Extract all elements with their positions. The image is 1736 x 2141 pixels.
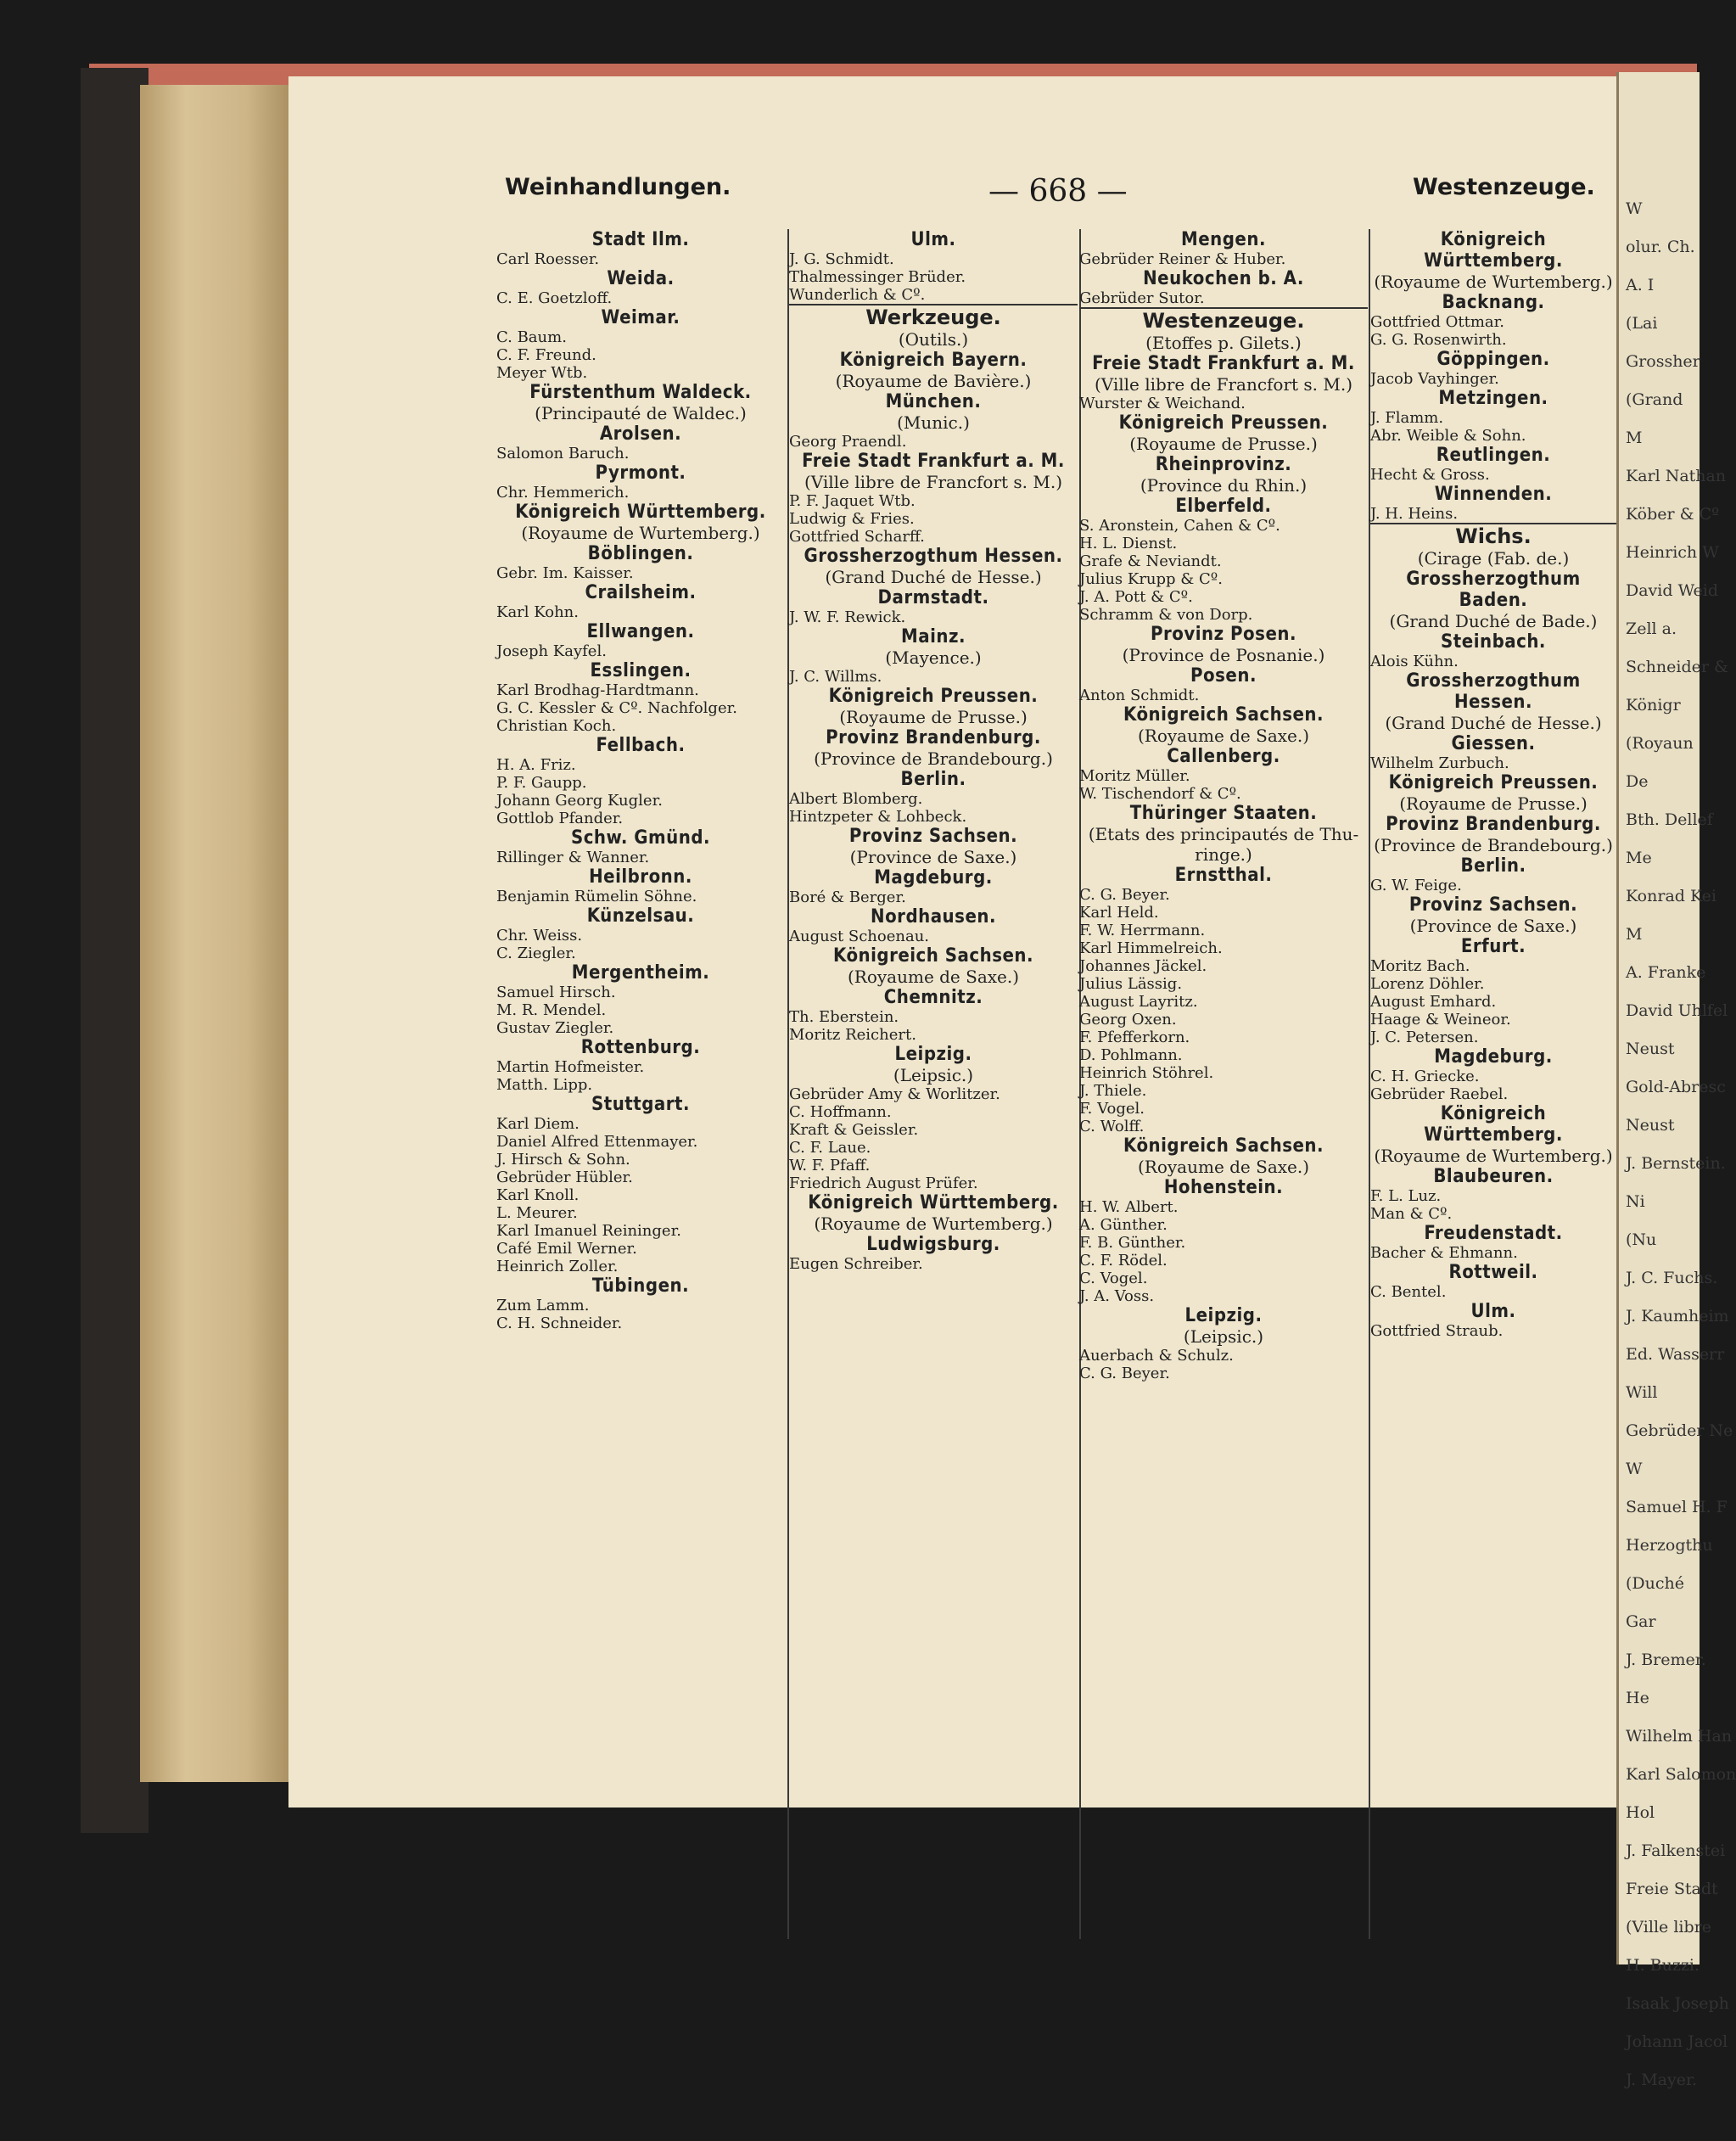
facing-page-text: Freie Stadt	[1626, 1880, 1718, 1898]
facing-page-text: Bth. Dellef	[1626, 810, 1713, 829]
column-3	[1079, 229, 1368, 1943]
place-heading: Grossherzogthum Hessen.	[1406, 670, 1581, 713]
translation-note: (Royaume de Saxe.)	[1137, 1157, 1310, 1177]
place-heading: Backnang.	[1442, 292, 1545, 313]
business-entry: J. Flamm.	[1370, 409, 1444, 427]
facing-page-text: olur. Ch.	[1626, 238, 1695, 256]
facing-page-text: A. Franke	[1626, 963, 1706, 982]
business-entry: Eugen Schreiber.	[789, 1255, 923, 1273]
place-heading: Königreich Preussen.	[1388, 772, 1599, 793]
translation-note: ringe.)	[1195, 844, 1252, 865]
business-entry: P. F. Jaquet Wtb.	[789, 492, 916, 510]
place-heading: Mergentheim.	[571, 962, 710, 984]
business-entry: J. C. Petersen.	[1370, 1028, 1479, 1046]
business-entry: Hintzpeter & Lohbeck.	[789, 808, 967, 826]
translation-note: (Grand Duché de Hesse.)	[1385, 713, 1602, 733]
business-entry: Gebrüder Hübler.	[496, 1169, 633, 1186]
business-entry: Johannes Jäckel.	[1079, 957, 1207, 975]
place-heading: Metzingen.	[1438, 388, 1548, 409]
translation-note: (Mayence.)	[885, 647, 982, 668]
place-heading: Giessen.	[1451, 733, 1536, 754]
place-heading: Königreich Preussen.	[1118, 412, 1329, 434]
running-head-left: Weinhandlungen.	[505, 174, 731, 200]
place-heading: Blaubeuren.	[1433, 1166, 1554, 1187]
place-heading: Crailsheim.	[585, 582, 697, 603]
business-entry: Julius Krupp & Cº.	[1079, 570, 1223, 588]
place-heading: Weimar.	[601, 307, 680, 328]
business-entry: F. B. Günther.	[1079, 1234, 1186, 1252]
translation-note: (Royaume de Wurtemberg.)	[1374, 272, 1613, 292]
business-entry: Gottlob Pfander.	[496, 810, 624, 827]
translation-note: (Munic.)	[897, 412, 970, 433]
business-entry: Gottfried Straub.	[1370, 1322, 1504, 1340]
business-entry: Thalmessinger Brüder.	[789, 268, 966, 286]
place-heading: Provinz Posen.	[1151, 624, 1296, 645]
place-heading: Magdeburg.	[874, 867, 993, 888]
place-heading: Reutlingen.	[1436, 445, 1551, 466]
business-entry: F. L. Luz.	[1370, 1187, 1442, 1205]
facing-page-text: (Nu	[1626, 1230, 1657, 1249]
business-entry: Ludwig & Fries.	[789, 510, 915, 528]
page-number: — 668 —	[988, 174, 1128, 209]
place-heading: Königreich Württemberg.	[1424, 229, 1563, 272]
facing-page-text: M	[1626, 925, 1643, 944]
business-entry: Martin Hofmeister.	[496, 1058, 645, 1076]
place-heading: Grossherzogthum Hessen.	[804, 546, 1063, 567]
translation-note: (Etats des principautés de Thu-	[1088, 824, 1359, 844]
facing-page-text: H. Buzzi.	[1626, 1956, 1700, 1975]
business-entry: Abr. Weible & Sohn.	[1370, 427, 1526, 445]
place-heading: Chemnitz.	[883, 987, 983, 1008]
business-entry: Gottfried Ottmar.	[1370, 313, 1504, 331]
translation-note: (Province de Saxe.)	[1409, 916, 1577, 936]
translation-note: (Grand Duché de Bade.)	[1389, 611, 1598, 631]
business-entry: F. Vogel.	[1079, 1100, 1145, 1118]
place-heading: Steinbach.	[1441, 631, 1546, 653]
place-heading: Ludwigsburg.	[866, 1234, 1000, 1255]
place-heading: Ellwangen.	[586, 621, 695, 642]
place-heading: Königreich Sachsen.	[1123, 1135, 1324, 1157]
place-heading: Darmstadt.	[877, 587, 989, 608]
business-entry: C. H. Griecke.	[1370, 1068, 1480, 1085]
place-heading: Rottweil.	[1448, 1262, 1538, 1283]
place-heading: Freie Stadt Frankfurt a. M.	[802, 451, 1065, 472]
business-entry: Matth. Lipp.	[496, 1076, 593, 1094]
business-entry: P. F. Gaupp.	[496, 774, 587, 792]
place-heading: Grossherzogthum Baden.	[1406, 569, 1581, 611]
place-heading: Rottenburg.	[580, 1037, 701, 1058]
place-heading: Mengen.	[1181, 229, 1266, 250]
translation-note: (Province du Rhin.)	[1140, 475, 1308, 496]
business-entry: Jacob Vayhinger.	[1370, 370, 1499, 388]
facing-page-text: Schneider &	[1626, 658, 1728, 676]
business-entry: Johann Georg Kugler.	[496, 792, 663, 810]
place-heading: Pyrmont.	[595, 462, 686, 484]
business-entry: G. G. Rosenwirth.	[1370, 331, 1507, 349]
translation-note: (Province de Brandebourg.)	[1374, 835, 1613, 855]
place-heading: Ulm.	[910, 229, 956, 250]
place-heading: Künzelsau.	[586, 905, 695, 927]
business-entry: Samuel Hirsch.	[496, 984, 616, 1001]
facing-page-text: J. Bremer.	[1626, 1651, 1706, 1669]
place-heading: Callenberg.	[1167, 746, 1280, 767]
place-heading: Königreich Württemberg.	[808, 1192, 1059, 1213]
translation-note: (Province de Saxe.)	[849, 847, 1017, 867]
place-heading: Berlin.	[900, 769, 966, 790]
facing-page-text: (Ville libre	[1626, 1918, 1711, 1936]
translation-note: (Leipsic.)	[893, 1065, 974, 1085]
facing-page-text: W	[1626, 199, 1643, 218]
place-heading: Ernstthal.	[1174, 865, 1273, 886]
business-entry: G. W. Feige.	[1370, 877, 1462, 894]
business-entry: Boré & Berger.	[789, 888, 906, 906]
business-entry: Karl Himmelreich.	[1079, 939, 1223, 957]
facing-page-text: David Uhlfel	[1626, 1001, 1728, 1020]
business-entry: G. C. Kessler & Cº. Nachfolger.	[496, 699, 737, 717]
business-entry: L. Meurer.	[496, 1204, 578, 1222]
business-entry: August Emhard.	[1370, 993, 1497, 1011]
facing-page-text: Neust	[1626, 1040, 1675, 1058]
column-1	[496, 229, 785, 1943]
business-entry: J. A. Pott & Cº.	[1079, 588, 1193, 606]
business-entry: J. Thiele.	[1079, 1082, 1147, 1100]
category-heading: Wichs.	[1455, 524, 1532, 548]
business-entry: J. H. Heins.	[1370, 505, 1459, 523]
business-entry: Rillinger & Wanner.	[496, 849, 650, 866]
facing-page-text: Köber & Cº	[1626, 505, 1720, 524]
place-heading: Ulm.	[1470, 1301, 1516, 1322]
business-entry: Karl Held.	[1079, 904, 1159, 922]
category-heading: Werkzeuge.	[865, 305, 1001, 329]
place-heading: Freudenstadt.	[1424, 1223, 1563, 1244]
place-heading: Berlin.	[1460, 855, 1526, 877]
facing-page-text: Herzogthu	[1626, 1536, 1713, 1555]
business-entry: F. Pfefferkorn.	[1079, 1028, 1190, 1046]
place-heading: Göppingen.	[1436, 349, 1550, 370]
business-entry: Benjamin Rümelin Söhne.	[496, 888, 697, 905]
facing-page-text: Will	[1626, 1383, 1658, 1402]
business-entry: H. W. Albert.	[1079, 1198, 1179, 1216]
business-entry: J. A. Voss.	[1079, 1287, 1155, 1305]
business-entry: C. F. Freund.	[496, 346, 596, 364]
facing-page-text: Gold-Abresc	[1626, 1078, 1726, 1096]
business-entry: Kraft & Geissler.	[789, 1121, 919, 1139]
place-heading: Winnenden.	[1434, 484, 1553, 505]
facing-page-text: J. Falkenstei	[1626, 1841, 1726, 1860]
business-entry: C. Baum.	[496, 328, 567, 346]
facing-page-text: J. Mayer.	[1626, 2071, 1698, 2089]
translation-note: (Leipsic.)	[1183, 1326, 1264, 1347]
place-heading: Königreich Sachsen.	[1123, 704, 1324, 726]
business-entry: C. Bentel.	[1370, 1283, 1447, 1301]
business-entry: Salomon Baruch.	[496, 445, 630, 462]
place-heading: Hohenstein.	[1163, 1177, 1284, 1198]
facing-page-text: He	[1626, 1689, 1649, 1707]
place-heading: Königreich Württemberg.	[1424, 1103, 1563, 1146]
translation-note: (Royaume de Prusse.)	[839, 707, 1028, 727]
facing-page-text: Heinrich W	[1626, 543, 1719, 562]
business-entry: Th. Eberstein.	[789, 1008, 899, 1026]
business-entry: Grafe & Neviandt.	[1079, 552, 1222, 570]
business-entry: Joseph Kayfel.	[496, 642, 607, 660]
business-entry: Karl Kohn.	[496, 603, 579, 621]
place-heading: Nordhausen.	[871, 906, 996, 928]
facing-page-text: Karl Salomon	[1626, 1765, 1736, 1784]
place-heading: Provinz Sachsen.	[848, 826, 1018, 847]
translation-note: (Ville libre de Francfort s. M.)	[804, 472, 1063, 492]
business-entry: Anton Schmidt.	[1079, 687, 1200, 704]
place-heading: München.	[885, 391, 982, 412]
place-heading: Leipzig.	[894, 1044, 972, 1065]
place-heading: Mainz.	[901, 626, 966, 647]
business-entry: Auerbach & Schulz.	[1079, 1347, 1234, 1365]
business-entry: C. G. Beyer.	[1079, 1365, 1170, 1382]
facing-page-text: Gar	[1626, 1612, 1656, 1631]
business-entry: Schramm & von Dorp.	[1079, 606, 1253, 624]
business-entry: August Layritz.	[1079, 993, 1198, 1011]
facing-page-text: Konrad Kei	[1626, 887, 1716, 905]
place-heading: Rheinprovinz.	[1155, 454, 1292, 475]
translation-note: (Outils.)	[898, 329, 969, 350]
facing-page-text: Ni	[1626, 1192, 1645, 1211]
facing-page-text: De	[1626, 772, 1649, 791]
business-entry: C. G. Beyer.	[1079, 886, 1170, 904]
business-entry: Heinrich Stöhrel.	[1079, 1064, 1214, 1082]
translation-note: (Province de Brandebourg.)	[814, 748, 1053, 769]
facing-page-text: (Lai	[1626, 314, 1658, 333]
facing-page-text: Isaak Joseph	[1626, 1994, 1729, 2013]
business-entry: W. Tischendorf & Cº.	[1079, 785, 1241, 803]
business-entry: Christian Koch.	[496, 717, 617, 735]
page-edges	[140, 85, 293, 1782]
business-entry: C. Ziegler.	[496, 944, 576, 962]
facing-page-text: Hol	[1626, 1803, 1655, 1822]
business-entry: J. Hirsch & Sohn.	[496, 1151, 630, 1169]
place-heading: Königreich Württemberg.	[515, 502, 766, 523]
place-heading: Provinz Sachsen.	[1408, 894, 1578, 916]
facing-page-text: Ed. Wasserr	[1626, 1345, 1725, 1364]
place-heading: Fürstenthum Waldeck.	[529, 382, 752, 403]
business-entry: M. R. Mendel.	[496, 1001, 607, 1019]
business-entry: Heinrich Zoller.	[496, 1258, 619, 1275]
place-heading: Thüringer Staaten.	[1129, 803, 1318, 824]
place-heading: Stuttgart.	[591, 1094, 690, 1115]
business-entry: C. F. Rödel.	[1079, 1252, 1168, 1269]
business-entry: Lorenz Döhler.	[1370, 975, 1485, 993]
business-entry: Julius Lässig.	[1079, 975, 1183, 993]
translation-note: (Royaume de Wurtemberg.)	[814, 1213, 1053, 1234]
business-entry: Moritz Bach.	[1370, 957, 1470, 975]
place-heading: Magdeburg.	[1434, 1046, 1553, 1068]
business-entry: Man & Cº.	[1370, 1205, 1453, 1223]
column-4	[1370, 229, 1616, 1943]
business-entry: Georg Oxen.	[1079, 1011, 1177, 1028]
business-entry: C. Wolff.	[1079, 1118, 1145, 1135]
translation-note: (Grand Duché de Hesse.)	[825, 567, 1042, 587]
translation-note: (Cirage (Fab. de.)	[1417, 548, 1570, 569]
business-entry: Gebrüder Amy & Worlitzer.	[789, 1085, 1000, 1103]
business-entry: F. W. Herrmann.	[1079, 922, 1206, 939]
business-entry: Wilhelm Zurbuch.	[1370, 754, 1509, 772]
business-entry: Wunderlich & Cº.	[789, 286, 926, 304]
facing-page-text: M	[1626, 429, 1643, 447]
business-entry: Karl Knoll.	[496, 1186, 580, 1204]
business-entry: C. E. Goetzloff.	[496, 289, 613, 307]
business-entry: W. F. Pfaff.	[789, 1157, 871, 1174]
facing-page-fragment	[1616, 72, 1736, 2089]
business-entry: J. W. F. Rewick.	[789, 608, 906, 626]
business-entry: C. Vogel.	[1079, 1269, 1148, 1287]
facing-page-text: Johann Jacol	[1626, 2032, 1728, 2051]
facing-page-text: Grossher	[1626, 352, 1700, 371]
translation-note: (Royaume de Saxe.)	[1137, 726, 1310, 746]
business-entry: Karl Diem.	[496, 1115, 580, 1133]
business-entry: Carl Roesser.	[496, 250, 600, 268]
business-entry: Hecht & Gross.	[1370, 466, 1490, 484]
business-entry: C. F. Laue.	[789, 1139, 871, 1157]
business-entry: Alois Kühn.	[1370, 653, 1459, 670]
translation-note: (Ville libre de Francfort s. M.)	[1094, 374, 1353, 395]
business-entry: Karl Brodhag-Hardtmann.	[496, 681, 699, 699]
place-heading: Provinz Brandenburg.	[826, 727, 1041, 748]
place-heading: Schw. Gmünd.	[570, 827, 711, 849]
business-entry: Gebrüder Reiner & Huber.	[1079, 250, 1286, 268]
business-entry: J. C. Willms.	[789, 668, 882, 686]
business-entry: Café Emil Werner.	[496, 1240, 637, 1258]
place-heading: Esslingen.	[590, 660, 692, 681]
business-entry: J. G. Schmidt.	[789, 250, 894, 268]
facing-page-text: A. I	[1626, 276, 1655, 294]
business-entry: Chr. Weiss.	[496, 927, 583, 944]
business-entry: Meyer Wtb.	[496, 364, 588, 382]
translation-note: (Etoffes p. Gilets.)	[1145, 333, 1302, 353]
place-heading: Freie Stadt Frankfurt a. M.	[1092, 353, 1355, 374]
business-entry: August Schoenau.	[789, 928, 930, 945]
place-heading: Posen.	[1190, 665, 1257, 687]
business-entry: Moritz Reichert.	[789, 1026, 916, 1044]
translation-note: (Royaume de Saxe.)	[847, 967, 1020, 987]
place-heading: Arolsen.	[599, 423, 682, 445]
business-entry: A. Günther.	[1079, 1216, 1168, 1234]
facing-page-text: (Duché	[1626, 1574, 1685, 1593]
translation-note: (Royaume de Wurtemberg.)	[521, 523, 760, 543]
business-entry: Bacher & Ehmann.	[1370, 1244, 1518, 1262]
place-heading: Fellbach.	[596, 735, 686, 756]
category-heading: Westenzeuge.	[1142, 309, 1305, 333]
place-heading: Erfurt.	[1460, 936, 1526, 957]
business-entry: Moritz Müller.	[1079, 767, 1190, 785]
business-entry: Gebrüder Sutor.	[1079, 289, 1205, 307]
business-entry: S. Aronstein, Cahen & Cº.	[1079, 517, 1280, 535]
business-entry: Wurster & Weichand.	[1079, 395, 1246, 412]
place-heading: Königreich Bayern.	[839, 350, 1028, 371]
translation-note: (Royaume de Prusse.)	[1129, 434, 1318, 454]
business-entry: Friedrich August Prüfer.	[789, 1174, 978, 1192]
facing-page-text: Gebrüder Ne	[1626, 1421, 1733, 1440]
business-entry: Haage & Weineor.	[1370, 1011, 1511, 1028]
business-entry: Chr. Hemmerich.	[496, 484, 630, 502]
place-heading: Neukochen b. A.	[1143, 268, 1304, 289]
facing-page-text: Me	[1626, 849, 1652, 867]
facing-page-text: (Grand	[1626, 390, 1683, 409]
facing-page-text: Wilhelm Han	[1626, 1727, 1733, 1746]
place-heading: Heilbronn.	[589, 866, 692, 888]
facing-page-text: J. C. Fuchs.	[1626, 1269, 1718, 1287]
facing-page-text: W	[1626, 1460, 1643, 1478]
running-head-right: Westenzeuge.	[1413, 174, 1595, 200]
business-entry: D. Pohlmann.	[1079, 1046, 1183, 1064]
business-entry: C. Hoffmann.	[789, 1103, 892, 1121]
translation-note: (Royaume de Prusse.)	[1399, 793, 1588, 814]
business-entry: Albert Blomberg.	[789, 790, 923, 808]
facing-page-text: Samuel H. F	[1626, 1498, 1728, 1516]
book-spine	[81, 68, 148, 1833]
facing-page-text: (Royaun	[1626, 734, 1694, 753]
place-heading: Königreich Preussen.	[828, 686, 1039, 707]
place-heading: Weida.	[607, 268, 675, 289]
place-heading: Tübingen.	[591, 1275, 690, 1297]
facing-page-text: J. Bernstein.	[1626, 1154, 1726, 1173]
business-entry: Gebrüder Raebel.	[1370, 1085, 1509, 1103]
column-2	[789, 229, 1078, 1943]
place-heading: Böblingen.	[587, 543, 694, 564]
business-entry: Gebr. Im. Kaisser.	[496, 564, 634, 582]
place-heading: Leipzig.	[1184, 1305, 1263, 1326]
place-heading: Provinz Brandenburg.	[1386, 814, 1601, 835]
facing-page-text: Königr	[1626, 696, 1681, 715]
business-entry: Gustav Ziegler.	[496, 1019, 614, 1037]
facing-page-text: Karl Nathan	[1626, 467, 1727, 485]
facing-page-text: J. Kaumheim	[1626, 1307, 1729, 1326]
translation-note: (Royaume de Wurtemberg.)	[1374, 1146, 1613, 1166]
business-entry: H. A. Friz.	[496, 756, 576, 774]
place-heading: Elberfeld.	[1175, 496, 1272, 517]
translation-note: (Province de Posnanie.)	[1122, 645, 1325, 665]
business-entry: Daniel Alfred Ettenmayer.	[496, 1133, 698, 1151]
business-entry: Zum Lamm.	[496, 1297, 590, 1314]
business-entry: Karl Imanuel Reininger.	[496, 1222, 681, 1240]
business-entry: Georg Praendl.	[789, 433, 907, 451]
place-heading: Königreich Sachsen.	[832, 945, 1034, 967]
business-entry: C. H. Schneider.	[496, 1314, 623, 1332]
translation-note: (Principauté de Waldec.)	[535, 403, 747, 423]
business-entry: H. L. Dienst.	[1079, 535, 1178, 552]
place-heading: Stadt Ilm.	[591, 229, 690, 250]
facing-page-text: Neust	[1626, 1116, 1675, 1135]
business-entry: Gottfried Scharff.	[789, 528, 925, 546]
facing-page-text: David Weid	[1626, 581, 1719, 600]
facing-page-text: Zell a.	[1626, 619, 1677, 638]
translation-note: (Royaume de Bavière.)	[835, 371, 1032, 391]
